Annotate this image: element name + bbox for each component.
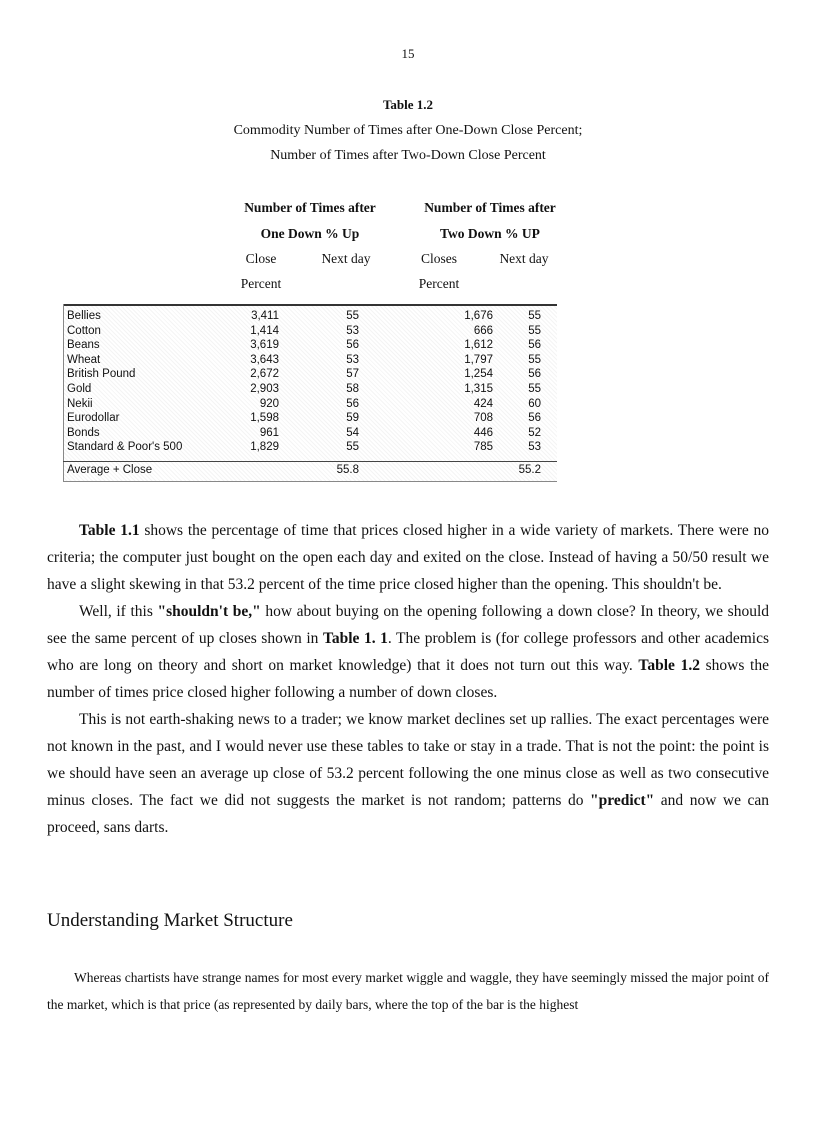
paragraph-2-text-d: shows the number of times price closed higher following a number of down closes. — [47, 657, 769, 701]
row-one-down-percent: 54 — [346, 426, 359, 439]
row-two-down-closes: 1,612 — [464, 339, 493, 352]
row-one-down-closes: 920 — [259, 397, 279, 410]
row-two-down-percent: 55 — [528, 383, 541, 395]
row-one-down-percent: 56 — [346, 397, 359, 410]
table-number: Table 1.2 — [382, 97, 434, 112]
table-row — [63, 382, 557, 397]
table-row — [63, 411, 557, 426]
col1-header-percent: Percent — [240, 276, 282, 291]
row-two-down-closes: 1,797 — [464, 353, 493, 366]
table-row — [63, 367, 557, 382]
row-name: Beans — [67, 339, 100, 352]
row-one-down-closes: 2,903 — [250, 383, 279, 395]
table-row — [63, 353, 557, 368]
row-two-down-percent: 55 — [528, 324, 541, 337]
row-two-down-percent: 60 — [528, 397, 541, 410]
table-1-1-reference-2: Table 1. 1 — [322, 630, 388, 647]
table-caption-line1: Commodity Number of Times after One-Down Close Percent; — [233, 123, 583, 138]
paragraph-2 — [47, 598, 769, 706]
row-two-down-closes: 1,254 — [464, 368, 493, 381]
table-row — [63, 324, 557, 339]
col3-header: Closes — [420, 251, 457, 266]
paragraph-2-text-a: Well, if this — [79, 603, 158, 620]
row-one-down-percent: 58 — [346, 383, 359, 395]
section-heading: Understanding Market Structure — [47, 910, 293, 931]
col4-header: Next day — [499, 251, 549, 266]
paragraph-2-text-c: . The problem is (for college professors and other academics who are long on theory and short on market knowledge) that it does not turn out this way. — [47, 630, 769, 674]
row-one-down-closes: 3,643 — [250, 353, 279, 366]
row-name: British Pound — [67, 368, 136, 381]
col3-header-percent: Percent — [418, 276, 460, 291]
row-name: Wheat — [67, 353, 101, 366]
section-text — [47, 964, 769, 1018]
table-row — [63, 397, 557, 412]
row-one-down-closes: 961 — [259, 426, 279, 439]
row-one-down-closes: 1,598 — [250, 412, 279, 425]
paragraph-1-text: shows the percentage of time that prices closed higher in a wide variety of markets. There were no criteria; the computer just bought on the open each day and exited on the close. Instead of having a 50/50 result we have a slight skewing in that 53.2 percent of the time price closed higher than the opening. This shouldn't be. — [47, 522, 769, 593]
row-two-down-closes: 666 — [473, 324, 493, 337]
row-two-down-percent: 55 — [528, 310, 541, 322]
row-two-down-closes: 708 — [473, 412, 493, 425]
row-name: Nekii — [67, 397, 93, 410]
row-two-down-percent: 55 — [528, 353, 541, 366]
average-one-down-percent: 55.8 — [336, 463, 359, 476]
group2-header-line1: Number of Times after — [424, 200, 556, 215]
row-one-down-percent: 56 — [346, 339, 359, 352]
row-two-down-closes: 785 — [473, 441, 493, 454]
table-bottom-rule — [63, 481, 557, 482]
row-one-down-closes: 2,672 — [250, 368, 279, 381]
row-two-down-percent: 53 — [528, 441, 541, 454]
row-two-down-closes: 424 — [473, 397, 493, 410]
row-one-down-percent: 57 — [346, 368, 359, 381]
row-name: Standard & Poor's 500 — [67, 441, 183, 454]
row-name: Cotton — [67, 324, 101, 337]
table-row — [63, 338, 557, 353]
row-name: Bellies — [67, 310, 101, 322]
row-one-down-percent: 55 — [346, 310, 359, 322]
table-caption-line2: Number of Times after Two-Down Close Percent — [270, 148, 546, 163]
row-two-down-closes: 446 — [473, 426, 493, 439]
row-name: Bonds — [67, 426, 100, 439]
paragraph-3-text-a: This is not earth-shaking news to a trader; we know market declines set up rallies. The exact percentages were not known in the past, and I would never use these tables to take or stay in a trade. That is not the point: the point is we should have seen an average up close of 53.2 percent following the one minus close as well as two consecutive minus closes. The fact we did not suggests the market is not random; patterns do — [47, 711, 769, 809]
group1-header-line1: Number of Times after — [244, 200, 376, 215]
row-two-down-percent: 56 — [528, 339, 541, 352]
row-one-down-closes: 3,411 — [251, 310, 279, 322]
row-one-down-closes: 3,619 — [250, 339, 279, 352]
row-name: Gold — [67, 383, 92, 395]
paragraph-3-text-b: and now we can proceed, sans darts. — [47, 792, 770, 836]
row-two-down-percent: 52 — [528, 426, 541, 439]
row-one-down-percent: 59 — [346, 412, 359, 425]
table-row — [63, 440, 557, 455]
average-two-down-percent: 55.2 — [518, 463, 541, 476]
body-text — [47, 517, 769, 841]
row-one-down-closes: 1,414 — [250, 324, 279, 337]
row-one-down-closes: 1,829 — [250, 441, 279, 454]
table-top-rule — [63, 304, 557, 306]
quoted-predict: "predict" — [590, 792, 655, 809]
row-one-down-percent: 53 — [346, 324, 359, 337]
page-number: 15 — [401, 46, 415, 61]
row-name: Eurodollar — [67, 412, 120, 425]
paragraph-3 — [47, 706, 769, 841]
commodity-table — [63, 304, 557, 482]
group1-header-line2: One Down % Up — [260, 226, 360, 241]
col2-header: Next day — [321, 251, 371, 266]
row-two-down-closes: 1,676 — [464, 310, 493, 322]
row-one-down-percent: 53 — [346, 353, 359, 366]
table-average-row — [63, 463, 557, 478]
group2-header-line2: Two Down % UP — [440, 226, 540, 241]
row-two-down-percent: 56 — [528, 412, 541, 425]
table-1-2-reference: Table 1.2 — [638, 657, 700, 674]
paragraph-1 — [47, 517, 769, 598]
row-one-down-percent: 55 — [346, 441, 359, 454]
col1-header: Close — [245, 251, 277, 266]
average-label: Average + Close — [67, 463, 153, 476]
row-two-down-percent: 56 — [528, 368, 541, 381]
quoted-shouldnt-be: "shouldn't be," — [157, 603, 261, 620]
table-row — [63, 309, 557, 324]
row-two-down-closes: 1,315 — [464, 383, 493, 395]
table-row — [63, 426, 557, 441]
section-paragraph: Whereas chartists have strange names for most every market wiggle and waggle, they have seemingly missed the major point of the market, which is that price (as represented by daily bars, where the top of the bar is the highest — [47, 970, 769, 1012]
table-1-1-reference: Table 1.1 — [79, 522, 140, 539]
paragraph-2-text-b: how about buying on the opening following a down close? In theory, we should see the same percent of up closes shown in — [47, 603, 769, 647]
